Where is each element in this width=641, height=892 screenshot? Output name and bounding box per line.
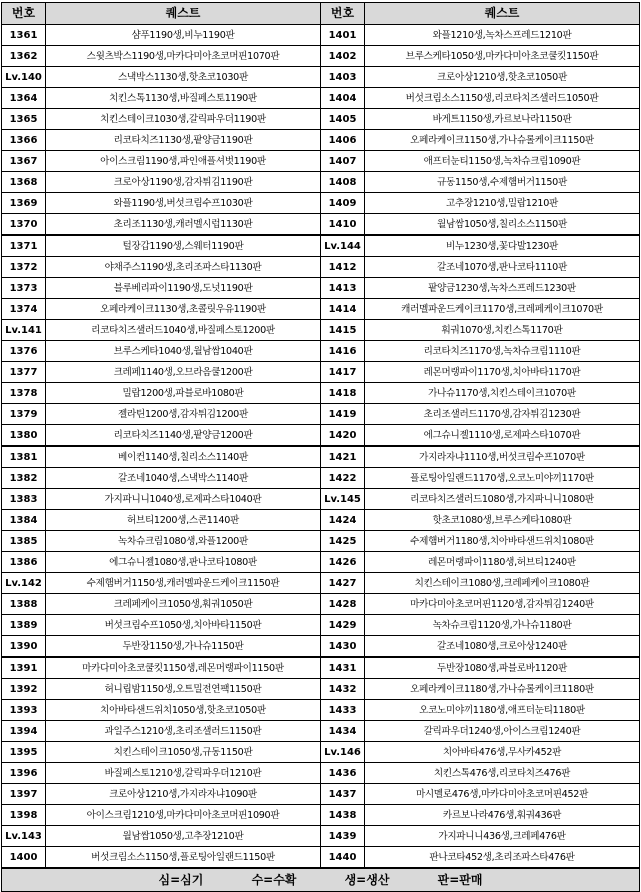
quest-desc-left: 베이컨1140생,칠리소스1140판: [46, 446, 321, 468]
quest-desc-left: 과일주스1210생,초리조샐러드1150판: [46, 721, 321, 742]
table-row: [2, 151, 640, 172]
quest-desc-left: 젤라틴1200생,감자튀김1200판: [46, 404, 321, 425]
quest-desc-left: 리코타치즈1130생,팥양금1190판: [46, 130, 321, 151]
table-row: [2, 531, 640, 552]
quest-number-left: 1397: [2, 784, 46, 805]
table-row: [2, 299, 640, 320]
quest-desc-left: 털장갑1190생,스웨터1190판: [46, 235, 321, 257]
quest-desc-left: 녹차슈크림1080생,와플1200판: [46, 531, 321, 552]
quest-desc-right: 레몬머랭파이1180생,허브티1240판: [365, 552, 640, 573]
table-row: [2, 425, 640, 447]
quest-desc-left: 블루베리파이1190생,도넛1190판: [46, 278, 321, 299]
header-quest-left: 퀘스트: [46, 3, 321, 25]
table-row: [2, 742, 640, 763]
quest-desc-left: 와플1190생,버섯크림수프1030판: [46, 193, 321, 214]
quest-number-right: Lv.145: [321, 489, 365, 510]
quest-number-left: Lv.141: [2, 320, 46, 341]
quest-number-right: 1428: [321, 594, 365, 615]
quest-desc-left: 치아바타샌드위치1050생,핫초코1050판: [46, 700, 321, 721]
quest-desc-right: 크로아상1210생,핫초코1050판: [365, 67, 640, 88]
quest-number-left: 1365: [2, 109, 46, 130]
legend-sell: 판=판매: [437, 872, 483, 887]
quest-number-right: 1434: [321, 721, 365, 742]
quest-desc-left: 바질페스토1210생,갈릭파우더1210판: [46, 763, 321, 784]
table-row: [2, 763, 640, 784]
quest-desc-left: 갈조네1040생,스낵박스1140판: [46, 468, 321, 489]
quest-number-right: 1426: [321, 552, 365, 573]
quest-number-left: 1367: [2, 151, 46, 172]
table-row: [2, 257, 640, 278]
quest-desc-right: 녹차슈크림1120생,가나슈1180판: [365, 615, 640, 636]
table-row: [2, 46, 640, 67]
table-row: [2, 826, 640, 847]
table-row: [2, 679, 640, 700]
table-row: [2, 25, 640, 46]
quest-number-left: 1390: [2, 636, 46, 658]
table-row: [2, 214, 640, 236]
quest-desc-right: 훠궈1070생,치킨스톡1170판: [365, 320, 640, 341]
quest-desc-right: 마시멜로476생,마카다미아초코머핀452판: [365, 784, 640, 805]
quest-table-body: [2, 25, 640, 869]
quest-desc-left: 마카다미아초코쿨킷1150생,레몬머랭파이1150판: [46, 657, 321, 679]
quest-desc-left: 브루스케타1040생,월남쌈1040판: [46, 341, 321, 362]
quest-desc-right: 에그슈니젤1110생,로제파스타1070판: [365, 425, 640, 447]
quest-number-left: 1394: [2, 721, 46, 742]
quest-desc-left: 수제햄버거1150생,캐러멜파운드케이크1150판: [46, 573, 321, 594]
quest-number-right: 1437: [321, 784, 365, 805]
quest-number-left: 1370: [2, 214, 46, 236]
quest-desc-left: 치킨스테이크1050생,규동1150판: [46, 742, 321, 763]
quest-desc-left: 샴푸1190생,비누1190판: [46, 25, 321, 46]
quest-desc-right: 오페라케이크1180생,가나슈롤케이크1180판: [365, 679, 640, 700]
quest-number-right: 1424: [321, 510, 365, 531]
table-row: [2, 700, 640, 721]
quest-number-left: 1372: [2, 257, 46, 278]
quest-number-left: 1391: [2, 657, 46, 679]
quest-number-right: 1404: [321, 88, 365, 109]
quest-number-right: 1425: [321, 531, 365, 552]
quest-desc-right: 바게트1150생,카르보나라1150판: [365, 109, 640, 130]
quest-desc-left: 아이스크림1210생,마카다미아초코머핀1090판: [46, 805, 321, 826]
quest-number-left: 1400: [2, 847, 46, 869]
quest-desc-left: 스낵박스1130생,핫초코1030판: [46, 67, 321, 88]
quest-number-left: 1369: [2, 193, 46, 214]
quest-desc-right: 치킨스테이크1080생,크레페케이크1080판: [365, 573, 640, 594]
quest-number-right: Lv.144: [321, 235, 365, 257]
table-row: [2, 784, 640, 805]
quest-desc-left: 두반장1150생,가나슈1150판: [46, 636, 321, 658]
quest-number-right: 1401: [321, 25, 365, 46]
quest-desc-right: 레몬머랭파이1170생,치아바타1170판: [365, 362, 640, 383]
table-row: [2, 847, 640, 869]
quest-number-left: 1361: [2, 25, 46, 46]
quest-desc-left: 밀랍1200생,파블로바1080판: [46, 383, 321, 404]
quest-desc-left: 아이스크림1190생,파인애플셔벗1190판: [46, 151, 321, 172]
quest-number-right: 1403: [321, 67, 365, 88]
table-row: [2, 552, 640, 573]
quest-table-wrapper: [1, 2, 639, 892]
quest-number-right: 1422: [321, 468, 365, 489]
quest-number-left: 1379: [2, 404, 46, 425]
quest-desc-left: 오페라케이크1130생,초콜릿우유1190판: [46, 299, 321, 320]
quest-desc-left: 에그슈니젤1080생,판나코타1080판: [46, 552, 321, 573]
quest-number-right: 1409: [321, 193, 365, 214]
table-row: [2, 489, 640, 510]
quest-number-left: 1381: [2, 446, 46, 468]
quest-desc-left: 월남쌈1050생,고추장1210판: [46, 826, 321, 847]
table-row: [2, 573, 640, 594]
table-row: [2, 172, 640, 193]
table-row: [2, 594, 640, 615]
quest-number-left: 1380: [2, 425, 46, 447]
quest-desc-right: 갈릭파우더1240생,아이스크림1240판: [365, 721, 640, 742]
quest-desc-right: 와플1210생,녹차스프레드1210판: [365, 25, 640, 46]
table-row: [2, 468, 640, 489]
quest-desc-right: 리코타치즈샐러드1080생,가지파니니1080판: [365, 489, 640, 510]
header-quest-right: 퀘스트: [365, 3, 640, 25]
quest-desc-left: 크레페1140생,오므라음쿨1200판: [46, 362, 321, 383]
quest-number-left: 1377: [2, 362, 46, 383]
quest-number-left: 1385: [2, 531, 46, 552]
quest-desc-left: 허니립밤1150생,오트밀전연팩1150판: [46, 679, 321, 700]
quest-desc-left: 리코타치즈샐러드1040생,바질페스토1200판: [46, 320, 321, 341]
quest-desc-right: 치아바타476생,무사카452판: [365, 742, 640, 763]
header-number-left: 번호: [2, 3, 46, 25]
quest-number-right: 1420: [321, 425, 365, 447]
legend-produce: 생=생산: [344, 872, 390, 887]
quest-desc-right: 가나슈1170생,치킨스테이크1070판: [365, 383, 640, 404]
quest-number-right: 1407: [321, 151, 365, 172]
quest-number-right: Lv.146: [321, 742, 365, 763]
quest-desc-left: 버섯크림소스1150생,플로팅아일랜드1150판: [46, 847, 321, 869]
legend-cell: [2, 868, 640, 892]
quest-number-right: 1405: [321, 109, 365, 130]
table-row: [2, 88, 640, 109]
quest-desc-right: 초리조샐러드1170생,감자튀김1230판: [365, 404, 640, 425]
table-row: [2, 320, 640, 341]
quest-desc-right: 카르보나라476생,훠궈436판: [365, 805, 640, 826]
quest-number-right: 1410: [321, 214, 365, 236]
quest-number-left: 1371: [2, 235, 46, 257]
quest-number-right: 1432: [321, 679, 365, 700]
quest-desc-right: 브루스케타1050생,마카다미아초코쿨킷1150판: [365, 46, 640, 67]
quest-desc-left: 리코타치즈1140생,팥양금1200판: [46, 425, 321, 447]
quest-number-left: 1396: [2, 763, 46, 784]
quest-desc-right: 플로팅아일랜드1170생,오코노미야끼1170판: [365, 468, 640, 489]
quest-number-right: 1402: [321, 46, 365, 67]
table-row: [2, 341, 640, 362]
quest-desc-left: 버섯크림수프1050생,치아바타1150판: [46, 615, 321, 636]
quest-number-left: 1362: [2, 46, 46, 67]
quest-desc-left: 가지파니니1040생,로제파스타1040판: [46, 489, 321, 510]
quest-number-right: 1416: [321, 341, 365, 362]
quest-number-right: 1429: [321, 615, 365, 636]
quest-number-left: 1378: [2, 383, 46, 404]
quest-desc-left: 초리조1130생,캐러멜시럽1130판: [46, 214, 321, 236]
table-row: [2, 657, 640, 679]
quest-desc-right: 팥양금1230생,녹차스프레드1230판: [365, 278, 640, 299]
header-number-right: 번호: [321, 3, 365, 25]
quest-number-left: 1374: [2, 299, 46, 320]
quest-desc-right: 수제햄버거1180생,치아바타샌드위치1080판: [365, 531, 640, 552]
table-row: [2, 278, 640, 299]
quest-number-left: 1388: [2, 594, 46, 615]
quest-desc-right: 핫초코1080생,브루스케타1080판: [365, 510, 640, 531]
quest-desc-right: 버섯크림소스1150생,리코타치즈샐러드1050판: [365, 88, 640, 109]
header-row: [2, 3, 640, 25]
quest-number-left: Lv.140: [2, 67, 46, 88]
quest-number-right: 1412: [321, 257, 365, 278]
quest-number-left: 1389: [2, 615, 46, 636]
quest-table: [1, 2, 640, 892]
quest-desc-left: 치킨스테이크1030생,갈릭파우더1190판: [46, 109, 321, 130]
table-row: [2, 721, 640, 742]
quest-number-right: 1438: [321, 805, 365, 826]
quest-desc-left: 치킨스톡1130생,바질페스토1190판: [46, 88, 321, 109]
legend-harvest: 수=수확: [251, 872, 297, 887]
quest-number-right: 1414: [321, 299, 365, 320]
quest-desc-right: 규동1150생,수제햄버거1150판: [365, 172, 640, 193]
quest-desc-right: 가지파니니436생,크레페476판: [365, 826, 640, 847]
quest-desc-right: 고추장1210생,밀랍1210판: [365, 193, 640, 214]
legend-plant: 심=심기: [158, 872, 204, 887]
quest-number-left: 1384: [2, 510, 46, 531]
quest-number-right: 1440: [321, 847, 365, 869]
quest-number-right: 1439: [321, 826, 365, 847]
table-row: [2, 805, 640, 826]
quest-number-left: 1373: [2, 278, 46, 299]
quest-desc-right: 오페라케이크1150생,가나슈롤케이크1150판: [365, 130, 640, 151]
quest-number-left: 1386: [2, 552, 46, 573]
quest-desc-right: 치킨스톡476생,리코타치즈476판: [365, 763, 640, 784]
quest-desc-left: 허브티1200생,스콘1140판: [46, 510, 321, 531]
quest-desc-right: 가지라자냐1110생,버섯크림수프1070판: [365, 446, 640, 468]
quest-number-left: Lv.142: [2, 573, 46, 594]
table-row: [2, 615, 640, 636]
table-row: [2, 362, 640, 383]
quest-number-left: Lv.143: [2, 826, 46, 847]
quest-desc-left: 야채주스1190생,초리조파스타1130판: [46, 257, 321, 278]
quest-number-right: 1406: [321, 130, 365, 151]
quest-desc-right: 마카다미아초코머핀1120생,감자튀김1240판: [365, 594, 640, 615]
quest-number-left: 1364: [2, 88, 46, 109]
quest-number-left: 1383: [2, 489, 46, 510]
table-row: [2, 193, 640, 214]
table-row: [2, 383, 640, 404]
quest-number-left: 1398: [2, 805, 46, 826]
quest-desc-right: 리코타치즈1170생,녹차슈크림1110판: [365, 341, 640, 362]
quest-desc-left: 크로아상1210생,가지라자냐1090판: [46, 784, 321, 805]
quest-number-left: 1382: [2, 468, 46, 489]
table-row: [2, 446, 640, 468]
quest-number-left: 1395: [2, 742, 46, 763]
legend-row: [2, 868, 640, 892]
quest-number-right: 1427: [321, 573, 365, 594]
table-row: [2, 235, 640, 257]
table-row: [2, 67, 640, 88]
quest-desc-right: 갈조네1070생,판나코타1110판: [365, 257, 640, 278]
table-row: [2, 109, 640, 130]
quest-desc-right: 두반장1080생,파블로바1120판: [365, 657, 640, 679]
quest-number-left: 1368: [2, 172, 46, 193]
table-row: [2, 636, 640, 658]
quest-number-right: 1430: [321, 636, 365, 658]
quest-number-right: 1433: [321, 700, 365, 721]
quest-number-right: 1421: [321, 446, 365, 468]
table-row: [2, 510, 640, 531]
quest-desc-right: 갈조네1080생,크로아상1240판: [365, 636, 640, 658]
quest-number-right: 1413: [321, 278, 365, 299]
quest-number-right: 1417: [321, 362, 365, 383]
quest-desc-right: 캐러멜파운드케이크1170생,크레페케이크1070판: [365, 299, 640, 320]
quest-desc-right: 월남쌈1050생,칠리소스1150판: [365, 214, 640, 236]
table-row: [2, 130, 640, 151]
quest-number-right: 1408: [321, 172, 365, 193]
quest-desc-left: 크로아상1190생,감자튀김1190판: [46, 172, 321, 193]
quest-number-left: 1392: [2, 679, 46, 700]
quest-desc-right: 비누1230생,꽃다발1230판: [365, 235, 640, 257]
quest-desc-right: 판나코타452생,초리조파스타476판: [365, 847, 640, 869]
quest-number-left: 1376: [2, 341, 46, 362]
quest-number-right: 1418: [321, 383, 365, 404]
quest-number-right: 1436: [321, 763, 365, 784]
quest-desc-left: 크레페케이크1050생,훠궈1050판: [46, 594, 321, 615]
quest-desc-left: 스윗츠박스1190생,마카다미아초코머핀1070판: [46, 46, 321, 67]
quest-number-left: 1366: [2, 130, 46, 151]
quest-number-left: 1393: [2, 700, 46, 721]
quest-desc-right: 오코노미야끼1180생,애프터눈티1180판: [365, 700, 640, 721]
table-row: [2, 404, 640, 425]
quest-number-right: 1415: [321, 320, 365, 341]
quest-number-right: 1431: [321, 657, 365, 679]
quest-number-right: 1419: [321, 404, 365, 425]
quest-desc-right: 애프터눈티1150생,녹차슈크림1090판: [365, 151, 640, 172]
